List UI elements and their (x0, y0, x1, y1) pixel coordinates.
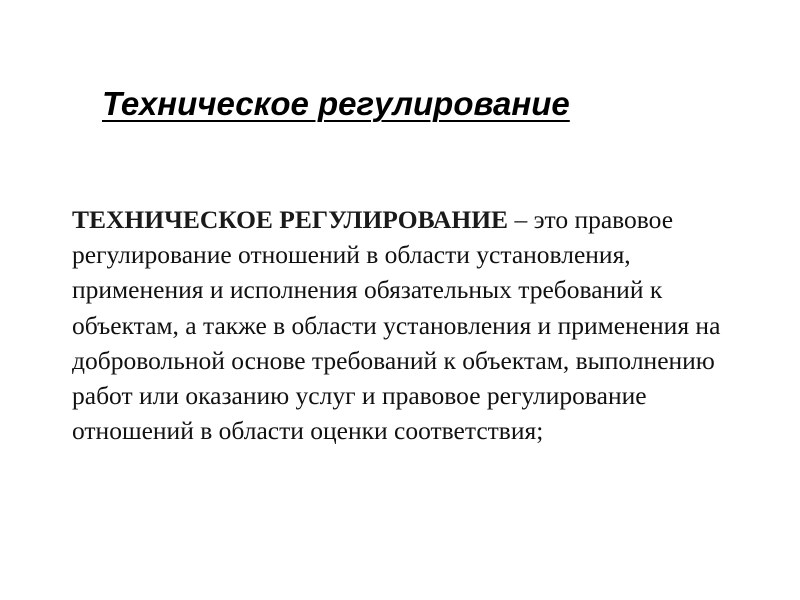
definition-text: – это правовое регулирование отношений в области установления, применения и исполнения обязательных требований к объектам, а также в области установления и применения на добровольной основе требований к объектам, выполнению работ или оказанию услуг и правовое регулирование отношений в области оценки соответствия; (72, 205, 721, 446)
slide-title: Техническое регулирование (102, 85, 570, 122)
definition-term: ТЕХНИЧЕСКОЕ РЕГУЛИРОВАНИЕ (72, 205, 509, 234)
definition-paragraph (72, 202, 762, 448)
